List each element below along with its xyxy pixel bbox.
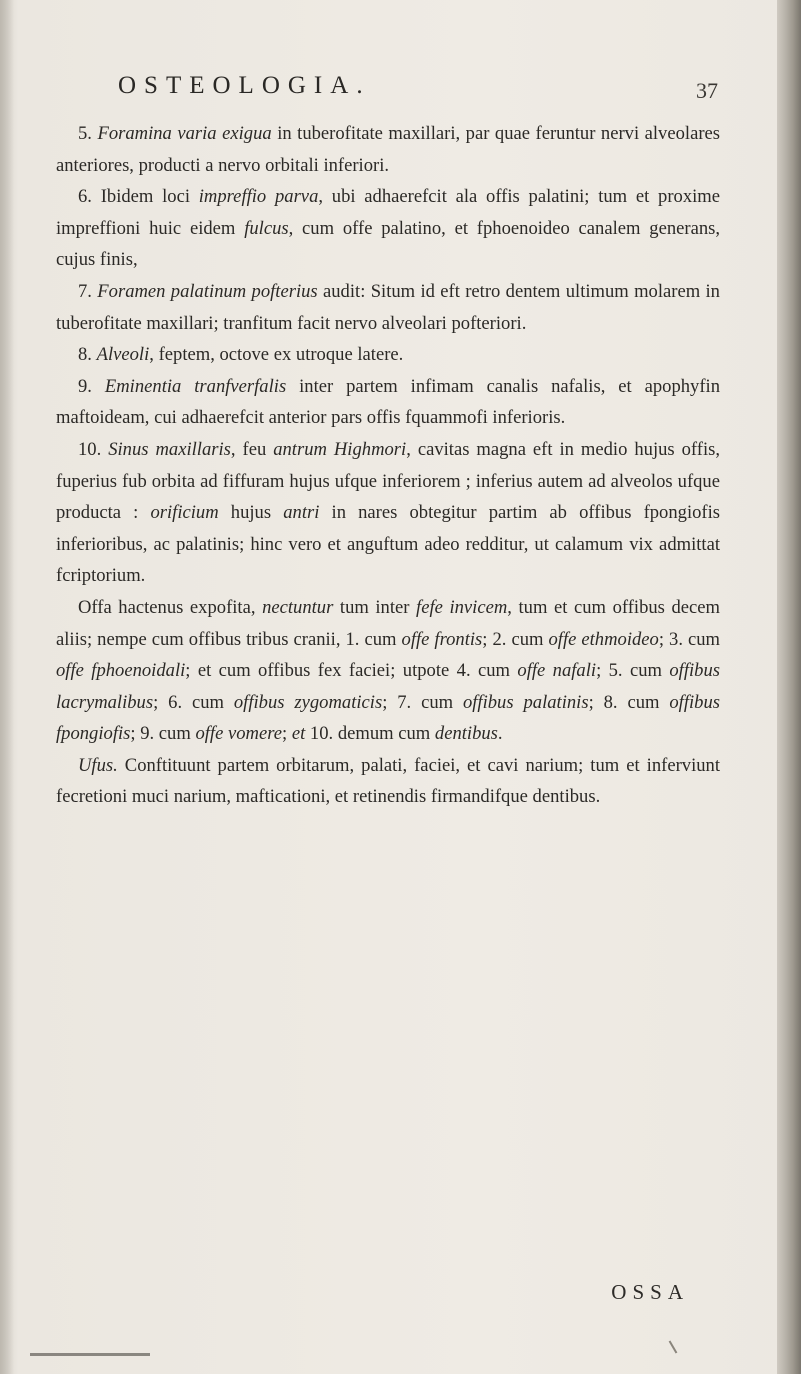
item-term: offe nafali [517, 660, 597, 682]
item-number: 9. [78, 375, 92, 397]
item-term: dentibus [434, 723, 498, 745]
catchword: OSSA [611, 1280, 689, 1304]
page-number: 37 [696, 78, 718, 103]
item-term: offe ethmoideo [548, 628, 659, 650]
item-term: offe fphoenoidali [56, 660, 186, 682]
body-text [56, 118, 720, 813]
item-text: ; [282, 723, 292, 745]
item-text: , feu [230, 438, 274, 460]
item-text: Conftituunt partem orbitarum, palati, faciei, et cavi narium; tum et inferviunt fecretioni muci narium, mafticationi, et retinendis firmandifque dentibus. [56, 754, 720, 808]
item-text: audit: Situm id eft retro dentem ultimum molarem in tuberofitate maxillari; tranfitum facit nervo alveolari pofteriori. [56, 280, 720, 334]
paragraph-connections [56, 592, 720, 750]
item-term: Alveoli [96, 344, 150, 366]
item-text: ; et cum offibus fex faciei; utpote 4. cum [185, 660, 518, 682]
page-edge [777, 0, 801, 1374]
item-term: offibus palatinis [462, 691, 589, 713]
item-term: antri [283, 502, 320, 524]
item-text: ; 9. cum [130, 723, 196, 745]
item-text: , cum offe palatino, et fphoenoideo canalem generans, cujus finis, [56, 217, 720, 271]
item-text: tum inter [333, 596, 417, 618]
item-term: impreffio parva [198, 186, 319, 208]
item-text: ; 8. cum [588, 691, 670, 713]
item-text: 10. demum cum [305, 723, 435, 745]
paragraph-5 [56, 118, 720, 181]
gutter-shadow [0, 0, 14, 1374]
item-term: Eminentia tranfverfalis [104, 375, 287, 397]
item-text: , cavitas magna eft in medio hujus offis, fuperius fub orbita ad fiffuram hujus ufque inferiorem ; inferius autem ad alveolos ufque producta : [56, 438, 720, 524]
item-term: nectuntur [262, 596, 334, 618]
item-text: ; 7. cum [382, 691, 463, 713]
item-text: hujus [218, 502, 284, 524]
paragraph-9 [56, 371, 720, 434]
item-text: ; 3. cum [658, 628, 721, 650]
ink-mark [669, 1340, 678, 1353]
item-number: 10. [78, 438, 102, 460]
item-term: offe frontis [401, 628, 483, 650]
page-header [118, 72, 718, 112]
item-text: in tuberofitate maxillari, par quae feruntur nervi alveolares anteriores, producti a nervo orbitali inferiori. [56, 123, 720, 176]
item-text: in nares obtegitur partim ab offibus fpongiofis inferioribus, ac palatinis; hinc vero et anguftum adeo redditur, ut calamum vix admittat fcriptorium. [56, 502, 721, 587]
page-edge-mark [30, 1353, 150, 1356]
item-term: offibus fpongiofis [56, 691, 720, 745]
item-term: offibus lacrymalibus [56, 660, 720, 713]
item-term: et [291, 723, 306, 745]
item-number: 7. [78, 280, 92, 302]
item-text: Ibidem loci [91, 186, 199, 208]
item-term: Foramina varia exigua [97, 123, 272, 144]
item-text: . [497, 723, 503, 745]
item-term: fulcus [244, 217, 289, 239]
item-term: Foramen palatinum pofterius [97, 280, 318, 302]
item-term: fefe invicem [416, 596, 508, 618]
paragraph-10 [56, 434, 720, 592]
item-text: , tum et cum offibus decem aliis; nempe cum offibus tribus cranii, 1. cum [56, 596, 720, 650]
item-number: 8. [78, 344, 92, 366]
item-number: 6. [78, 186, 92, 208]
item-term: orificium [150, 502, 219, 524]
item-text: ; 5. cum [596, 660, 670, 682]
running-head: OSTEOLOGIA. [118, 72, 371, 99]
paragraph-6 [56, 181, 720, 276]
item-term: antrum Highmori [273, 438, 407, 460]
paragraph-8 [56, 339, 720, 371]
item-term: Ufus. [78, 754, 118, 776]
item-text: ; 2. cum [482, 628, 549, 650]
paragraph-7 [56, 276, 720, 339]
item-term: offibus zygomaticis [233, 691, 383, 713]
item-text: ; 6. cum [153, 691, 234, 713]
item-term: offe vomere [195, 723, 283, 745]
paragraph-usus [56, 750, 720, 813]
item-text: inter partem infimam canalis nafalis, et apophyfin maftoideam, cui adhaerefcit anterior pars offis fquammofi inferioris. [56, 375, 720, 429]
item-text: , feptem, octove ex utroque latere. [149, 344, 404, 366]
item-term: Sinus maxillaris [108, 438, 231, 460]
item-text: , ubi adhaerefcit ala offis palatini; tum et proxime impreffioni huic eidem [56, 186, 721, 239]
item-number: 5. [78, 123, 92, 144]
item-text: Offa hactenus expofita, [78, 596, 263, 618]
